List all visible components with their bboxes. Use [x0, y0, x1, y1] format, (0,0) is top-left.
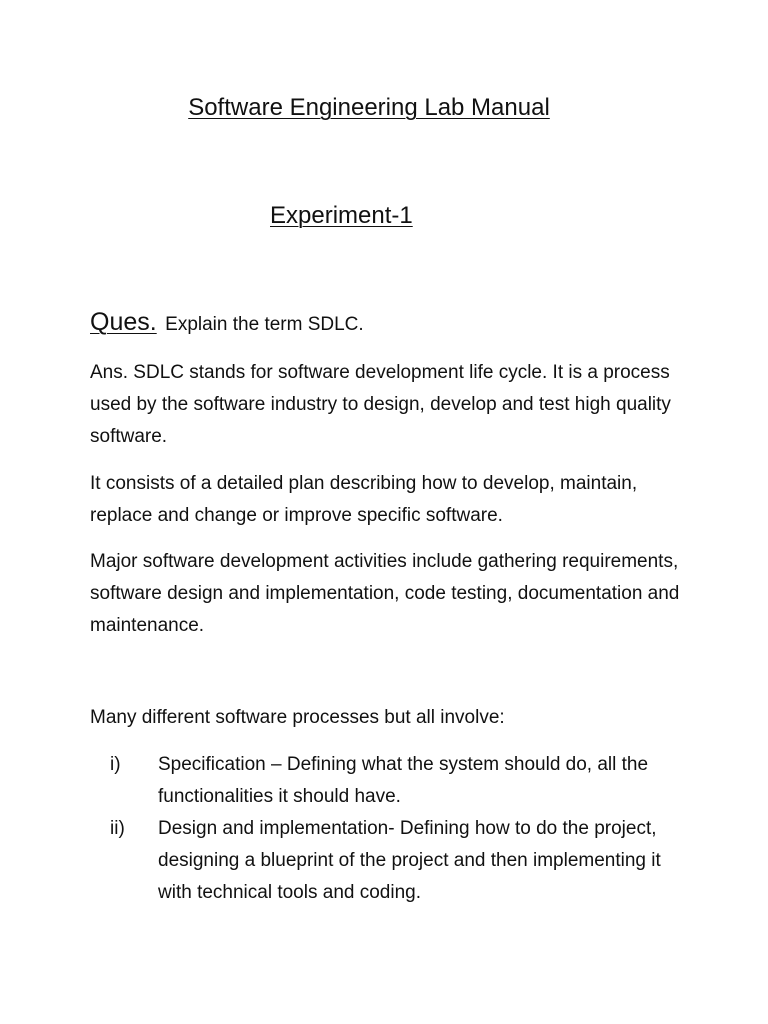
list-item-text: Specification – Defining what the system should do, all the functionalities it should have.: [158, 754, 649, 807]
question-label: Ques.: [90, 308, 157, 336]
plan-paragraph: It consists of a detailed plan describing how to develop, maintain, replace and change or improve specific software.: [90, 473, 638, 526]
list-item-text: Design and implementation- Defining how to do the project, designing a blueprint of the project and then implementing it with technical tools and coding.: [158, 818, 661, 903]
question-text: Explain the term SDLC.: [165, 314, 364, 335]
list-item: [90, 813, 690, 909]
processes-intro: Many different software processes but all involve:: [90, 707, 505, 728]
process-list: [90, 749, 690, 909]
document-title: Software Engineering Lab Manual: [188, 94, 550, 121]
list-marker: ii): [110, 818, 125, 839]
experiment-heading: Experiment-1: [270, 202, 413, 229]
activities-paragraph: Major software development activities include gathering requirements, software design and implementation, code testing, documentation and maintenance.: [90, 551, 680, 636]
question: [90, 308, 364, 337]
list-item: [90, 749, 690, 813]
answer-paragraph: Ans. SDLC stands for software development life cycle. It is a process used by the software industry to design, develop and test high quality software.: [90, 362, 671, 447]
list-marker: i): [110, 754, 121, 775]
